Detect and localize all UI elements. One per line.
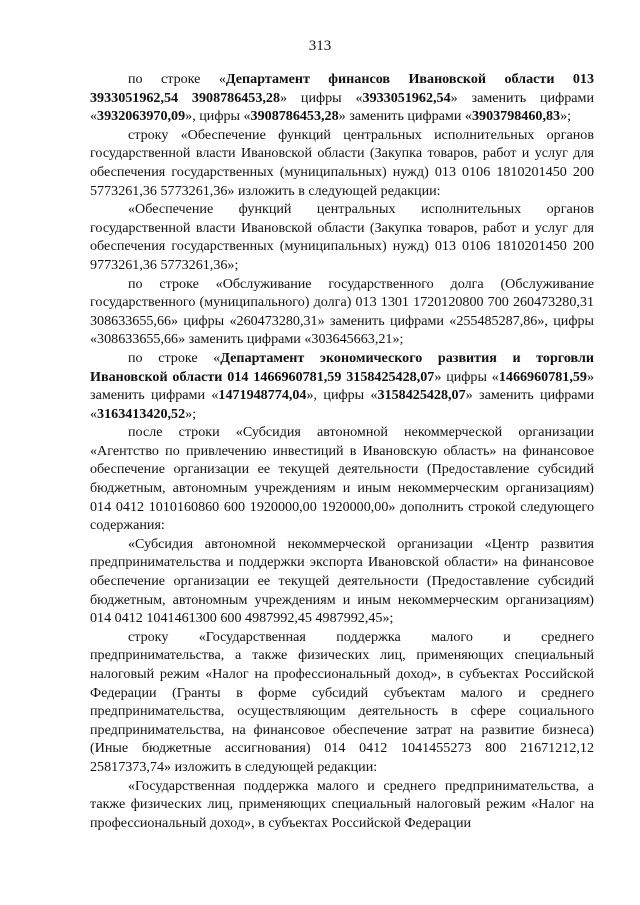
paragraph-9: «Государственная поддержка малого и среднего предпринимательства, а также физических лиц, применяющих специальный налоговый режим «Налог на профессиональный доход», в субъектах Российской Федерации	[90, 777, 594, 831]
document-body	[90, 70, 594, 832]
paragraph-2: строку «Обеспечение функций центральных исполнительных органов государственной власти Ивановской области (Закупка товаров, работ и услуг для обеспечения государственных (муниципальных) нужд) 013 0106 1810201450 200 5773261,36 5773261,36» изложить в следующей редакции:	[90, 126, 594, 199]
paragraph-6: после строки «Субсидия автономной некоммерческой организации «Агентство по привлечению инвестиций в Ивановскую область» на финансовое обеспечение организации ее текущей деятельности (Предоставление субсидий бюджетным, автономным учреждениям и иным некоммерческим организациям) 014 0412 1010160860 600 1920000,00 1920000,00» дополнить строкой следующего содержания:	[90, 424, 594, 534]
paragraph-7: «Субсидия автономной некоммерческой организации «Центр развития предпринимательства и поддержки экспорта Ивановской области» на финансовое обеспечение организации ее текущей деятельности (Предоставление субсидий бюджетным, автономным учреждениям и иным некоммерческим организациям) 014 0412 1041461300 600 4987992,45 4987992,45»;	[90, 535, 594, 627]
paragraph-4: по строке «Обслуживание государственного долга (Обслуживание государственного (муниципального) долга) 013 1301 1720120800 700 260473280,31 308633655,66» цифры «260473280,31» заменить цифрами «255485287,86», цифры «308633655,66» заменить цифрами «303645663,21»;	[90, 275, 594, 348]
paragraph-5: по строке «Департамент экономического развития и торговли Ивановской области 014 1466960781,59 3158425428,07» цифры «1466960781,59» заменить цифрами «1471948774,04», цифры «3158425428,07» заменить цифрами «3163413420,52»;	[90, 349, 595, 422]
page-number: 313	[308, 38, 332, 54]
paragraph-8: строку «Государственная поддержка малого и среднего предпринимательства, а также физических лиц, применяющих специальный налоговый режим «Налог на профессиональный доход», в субъектах Российской Федерации (Гранты в форме субсидий субъектам малого и среднего предпринимательства, осуществляющим деятельность в сфере социального предпринимательства, на финансовое обеспечение затрат на развитие бизнеса) (Иные бюджетные ассигнования) 014 0412 1041455273 800 21671212,12 25817373,74» изложить в следующей редакции:	[90, 628, 594, 775]
paragraph-3: «Обеспечение функций центральных исполнительных органов государственной власти Ивановской области (Закупка товаров, работ и услуг для обеспечения государственных (муниципальных) нужд) 013 0106 1810201450 200 9773261,36 5773261,36»;	[90, 201, 594, 273]
paragraph-1: по строке «Департамент финансов Ивановской области 013 3933051962,54 3908786453,28» цифры «3933051962,54» заменить цифрами «3932063970,09», цифры «3908786453,28» заменить цифрами «3903798460,83»;	[90, 71, 594, 125]
